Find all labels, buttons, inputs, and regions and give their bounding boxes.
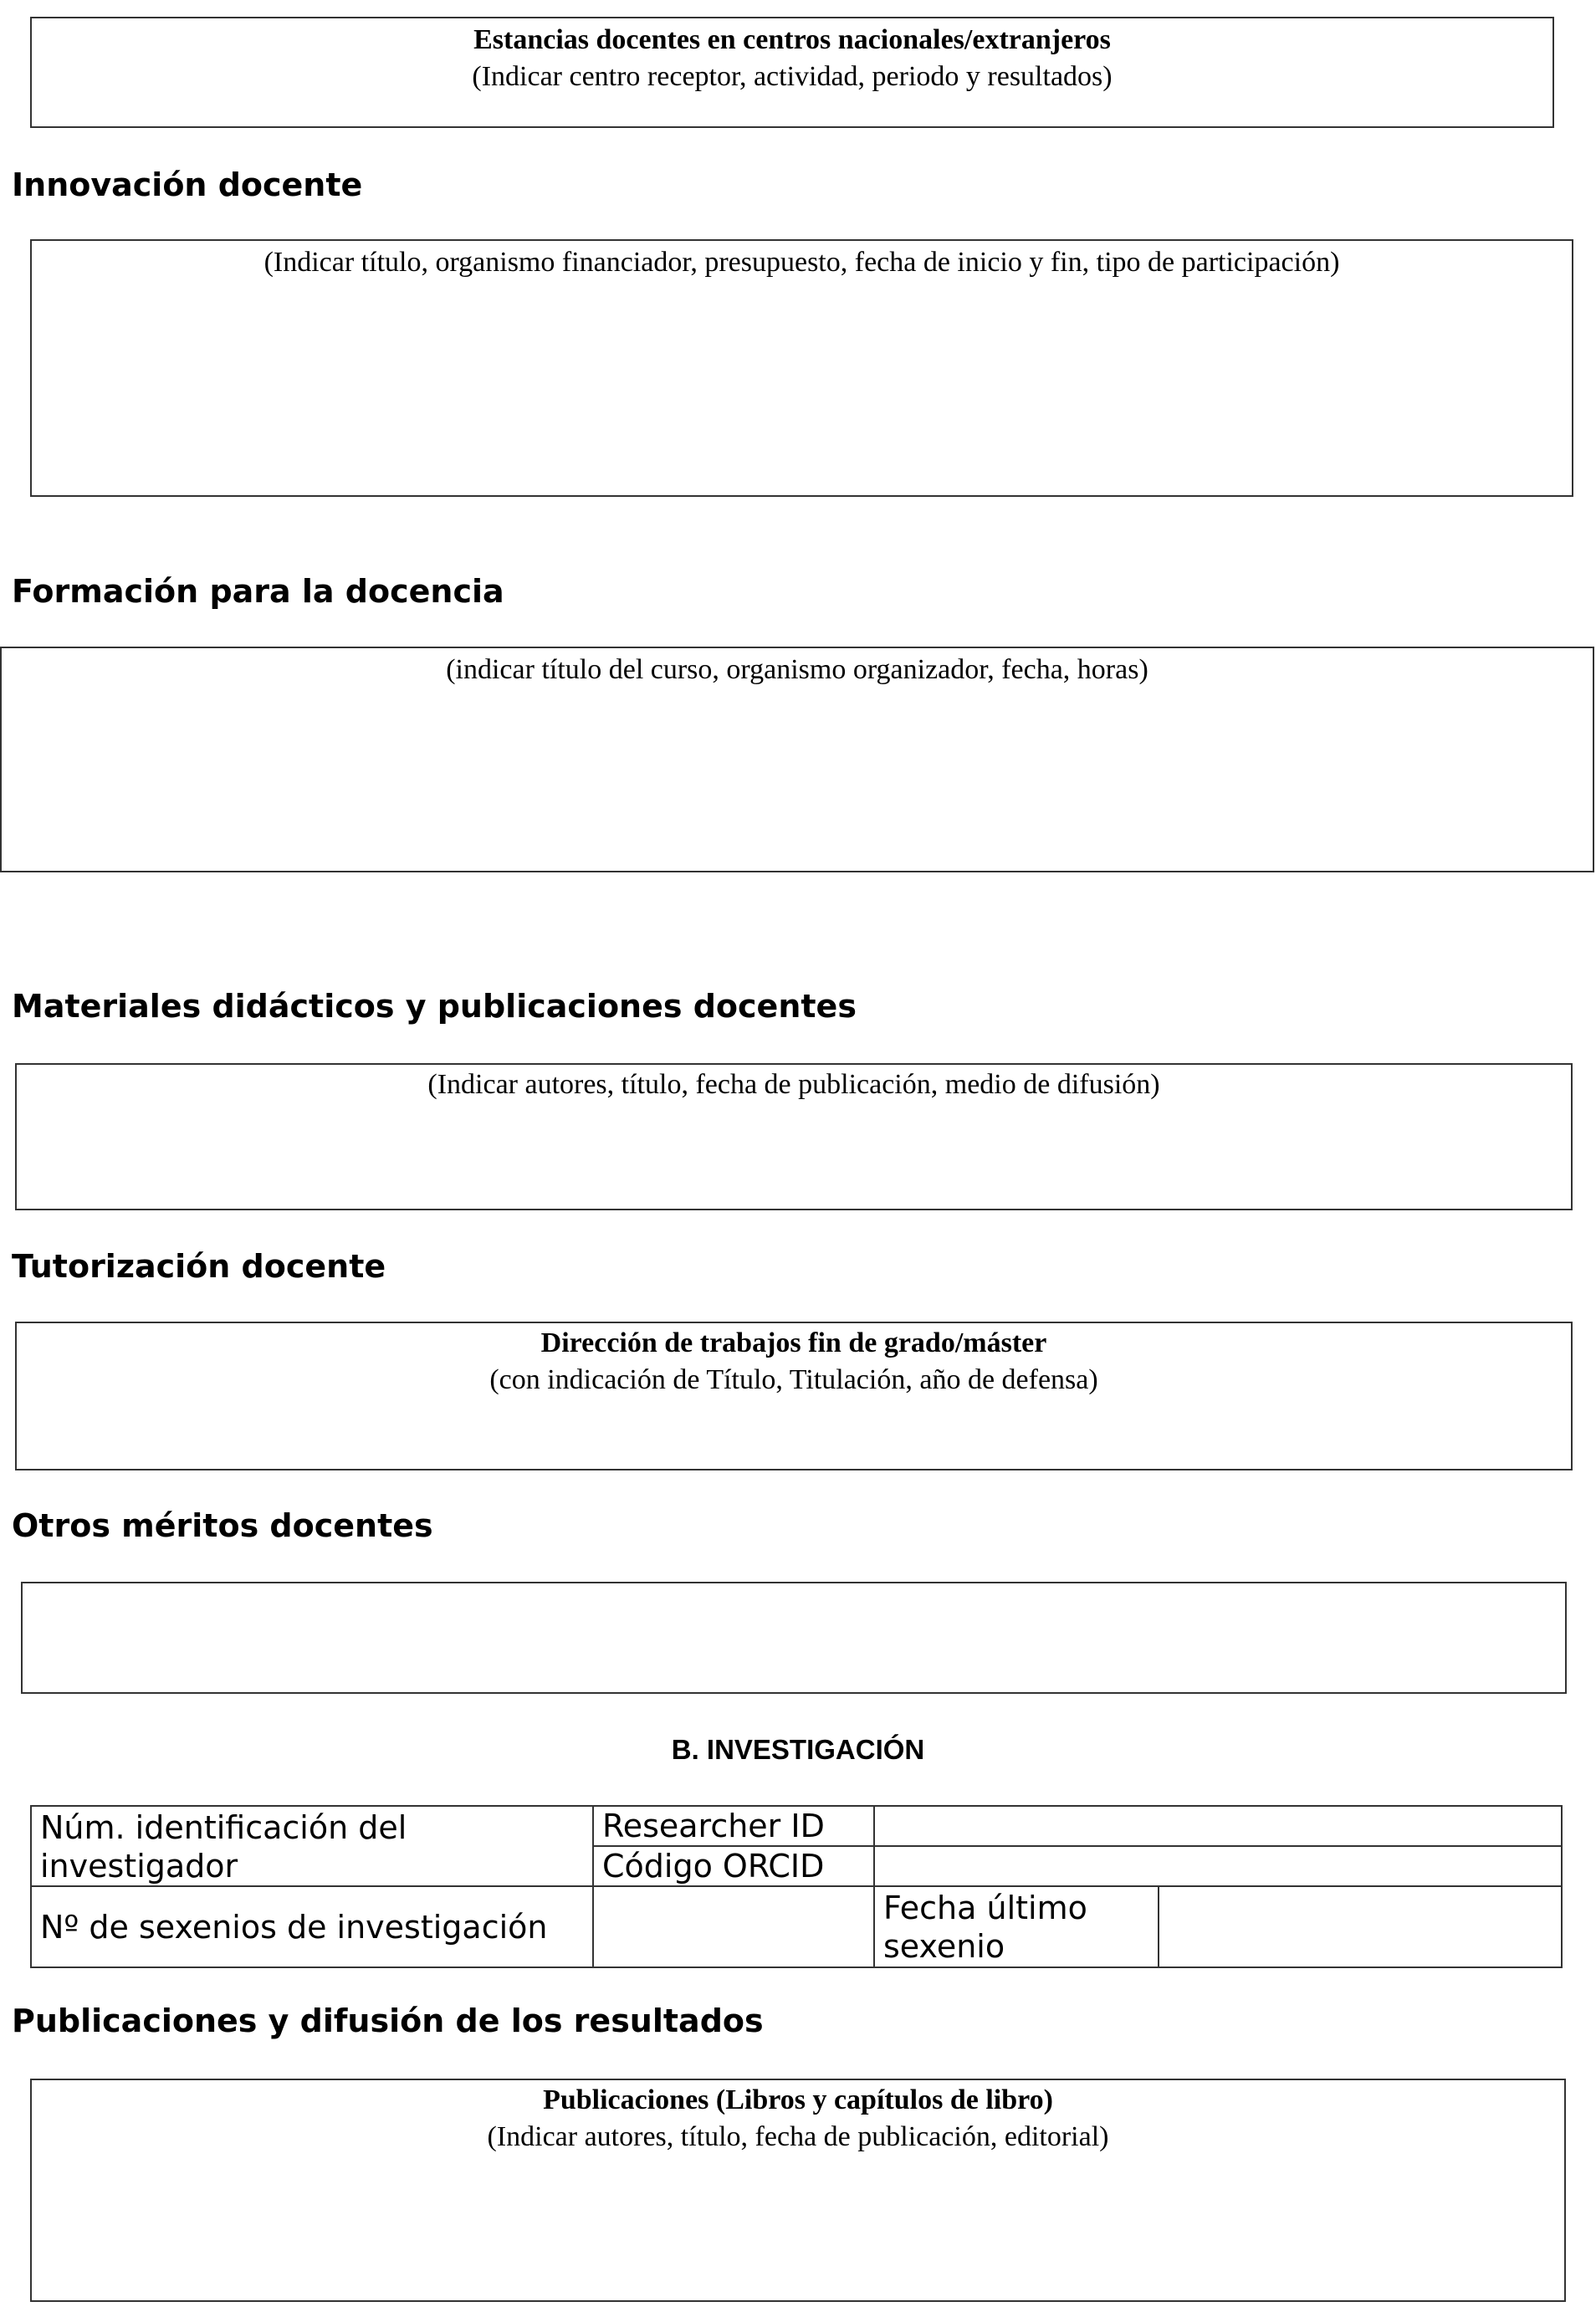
sexenios-label: Nº de sexenios de investigación: [31, 1886, 593, 1967]
researcher-id-field[interactable]: [874, 1806, 1562, 1846]
innovacion-box[interactable]: [30, 239, 1573, 497]
sexenios-field[interactable]: [593, 1886, 874, 1967]
researcher-id-label: Researcher ID: [593, 1806, 874, 1846]
innovacion-hint: (Indicar título, organismo financiador, presupuesto, fecha de inicio y fin, tipo de participación): [263, 247, 1340, 278]
estancias-title: Estancias docentes en centros nacionales/extranjeros: [473, 24, 1111, 55]
publicaciones-hint: (Indicar autores, título, fecha de publicación, editorial): [487, 2121, 1109, 2152]
fecha-ultimo-sexenio-label: Fecha último sexenio: [874, 1886, 1159, 1967]
estancias-hint: (Indicar centro receptor, actividad, periodo y resultados): [472, 61, 1113, 92]
tutorizacion-box[interactable]: [15, 1322, 1573, 1470]
investigador-table: [30, 1805, 1563, 1968]
publicaciones-box[interactable]: [30, 2079, 1566, 2302]
materiales-heading: Materiales didácticos y publicaciones docentes: [12, 988, 857, 1025]
materiales-box[interactable]: [15, 1063, 1573, 1210]
investigacion-section-title: B. INVESTIGACIÓN: [671, 1734, 925, 1765]
formacion-heading: Formación para la docencia: [12, 573, 504, 610]
formacion-hint: (indicar título del curso, organismo organizador, fecha, horas): [446, 654, 1148, 685]
tutorizacion-hint: (con indicación de Título, Titulación, año de defensa): [489, 1364, 1098, 1395]
tutorizacion-heading: Tutorización docente: [12, 1248, 386, 1285]
orcid-label: Código ORCID: [593, 1846, 874, 1886]
publicaciones-title: Publicaciones (Libros y capítulos de libro): [543, 2084, 1053, 2115]
materiales-hint: (Indicar autores, título, fecha de publicación, medio de difusión): [427, 1069, 1160, 1100]
estancias-box[interactable]: [30, 17, 1554, 128]
formacion-box[interactable]: [0, 647, 1594, 872]
otros-heading: Otros méritos docentes: [12, 1507, 433, 1544]
innovacion-heading: Innovación docente: [12, 166, 363, 203]
fecha-ultimo-sexenio-field[interactable]: [1159, 1886, 1562, 1967]
otros-box[interactable]: [21, 1582, 1567, 1694]
orcid-field[interactable]: [874, 1846, 1562, 1886]
id-investigador-label: Núm. identificación del investigador: [31, 1806, 593, 1886]
tutorizacion-title: Dirección de trabajos fin de grado/máster: [540, 1327, 1047, 1358]
publicaciones-heading: Publicaciones y difusión de los resultados: [12, 2002, 764, 2039]
